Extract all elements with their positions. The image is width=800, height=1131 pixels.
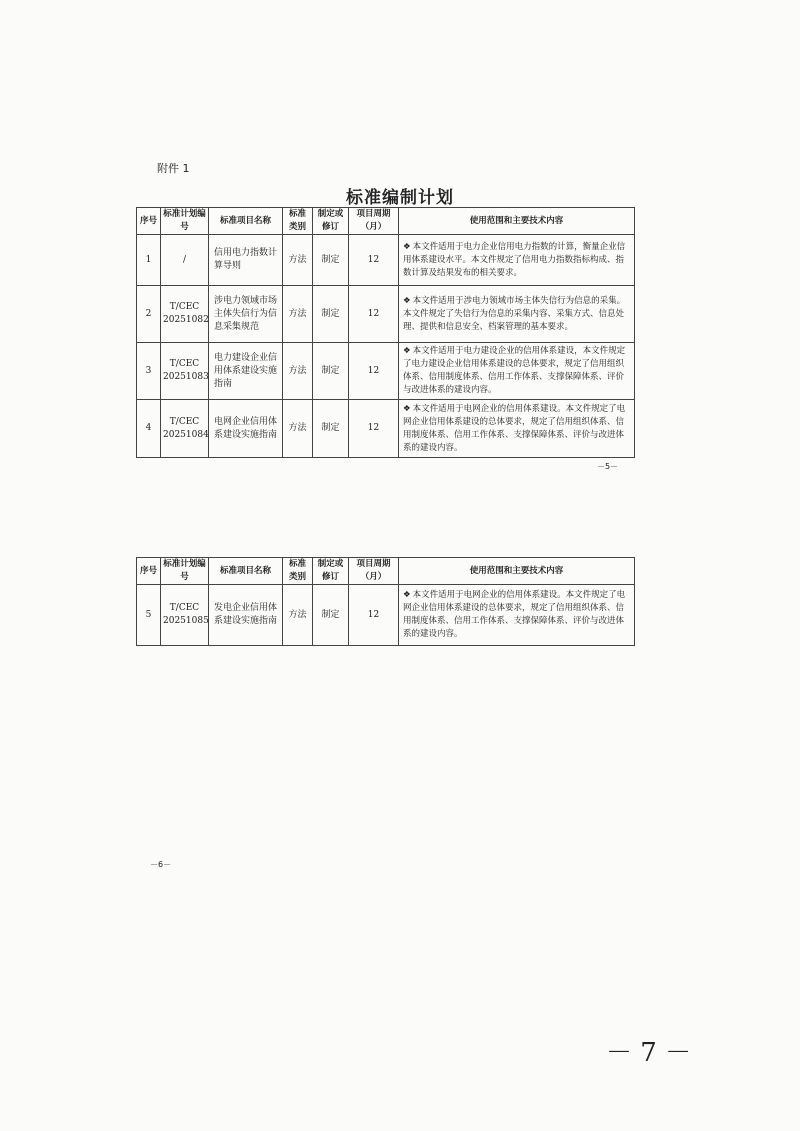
cell-scope xyxy=(399,585,635,646)
cell-name: 发电企业信用体系建设实施指南 xyxy=(209,585,283,646)
cell-category: 方法 xyxy=(283,400,313,458)
header-period: 项目周期（月） xyxy=(349,558,399,585)
header-scope: 使用范围和主要技术内容 xyxy=(399,558,635,585)
cell-type: 制定 xyxy=(313,400,349,458)
header-no: 序号 xyxy=(137,208,161,235)
cell-category: 方法 xyxy=(283,235,313,286)
cell-type: 制定 xyxy=(313,286,349,343)
cell-category: 方法 xyxy=(283,585,313,646)
scope-text: 本文件适用于涉电力领域市场主体失信行为信息的采集。本文件规定了失信行为信息的采集内容、采集方式、信息处理、提供和信息安全、档案管理的基本要求。 xyxy=(403,295,626,332)
bullet-icon: ❖ xyxy=(403,590,411,600)
cell-scope xyxy=(399,400,635,458)
cell-category: 方法 xyxy=(283,286,313,343)
cell-period: 12 xyxy=(349,235,399,286)
cell-type: 制定 xyxy=(313,235,349,286)
document-title: 标准编制计划 xyxy=(346,188,454,208)
cell-type: 制定 xyxy=(313,343,349,400)
header-name: 标准项目名称 xyxy=(209,208,283,235)
cell-scope xyxy=(399,343,635,400)
header-category: 标准类别 xyxy=(283,208,313,235)
header-scope: 使用范围和主要技术内容 xyxy=(399,208,635,235)
cell-name: 电网企业信用体系建设实施指南 xyxy=(209,400,283,458)
header-type: 制定或修订 xyxy=(313,208,349,235)
bullet-icon: ❖ xyxy=(403,403,411,414)
cell-category: 方法 xyxy=(283,343,313,400)
table-header-row xyxy=(137,558,635,585)
cell-period: 12 xyxy=(349,343,399,400)
header-no: 序号 xyxy=(137,558,161,585)
table-row xyxy=(137,400,635,458)
cell-code: T/CEC 20251084 xyxy=(161,400,209,458)
cell-scope xyxy=(399,235,635,286)
table-row xyxy=(137,235,635,286)
bullet-icon: ❖ xyxy=(403,295,411,306)
cell-no: 3 xyxy=(137,343,161,400)
cell-code: T/CEC 20251082 xyxy=(161,286,209,343)
bullet-icon: ❖ xyxy=(403,346,411,356)
cell-no: 5 xyxy=(137,585,161,646)
cell-scope xyxy=(399,286,635,343)
page-mark-5: －5－ xyxy=(597,462,619,471)
scope-text: 本文件适用于电力建设企业的信用体系建设，本文件规定了电力建设企业信用体系建设的总体要求，规定了信用组织体系、信用制度体系、信用工作体系、支撑保障体系、评价与改进体系的建设内容。 xyxy=(403,346,626,395)
cell-name: 信用电力指数计算导则 xyxy=(209,235,283,286)
header-code: 标准计划编号 xyxy=(161,558,209,585)
cell-period: 12 xyxy=(349,286,399,343)
cell-code: T/CEC 20251083 xyxy=(161,343,209,400)
cell-no: 4 xyxy=(137,400,161,458)
table-header-row xyxy=(137,208,635,235)
header-type: 制定或修订 xyxy=(313,558,349,585)
table-row xyxy=(137,585,635,646)
scope-text: 本文件适用于电力企业信用电力指数的计算，衡量企业信用体系建设水平。本文件规定了信用电力指数指标构成、指数计算及结果发布的相关要求。 xyxy=(403,241,626,278)
cell-period: 12 xyxy=(349,585,399,646)
table-row xyxy=(137,286,635,343)
header-name: 标准项目名称 xyxy=(209,558,283,585)
cell-no: 1 xyxy=(137,235,161,286)
cell-period: 12 xyxy=(349,400,399,458)
cell-name: 涉电力领域市场主体失信行为信息采集规范 xyxy=(209,286,283,343)
cell-code: / xyxy=(161,235,209,286)
table-row xyxy=(137,343,635,400)
header-category: 标准类别 xyxy=(283,558,313,585)
page-mark-6: －6－ xyxy=(150,860,172,869)
attachment-label: 附件 1 xyxy=(157,162,190,175)
page-number: － 7 － xyxy=(606,1038,692,1068)
bullet-icon: ❖ xyxy=(403,241,411,252)
cell-name: 电力建设企业信用体系建设实施指南 xyxy=(209,343,283,400)
header-code: 标准计划编号 xyxy=(161,208,209,235)
scope-text: 本文件适用于电网企业的信用体系建设。本文件规定了电网企业信用体系建设的总体要求，规定了信用组织体系、信用制度体系、信用工作体系、支撑保障体系、评价与改进体系的建设内容。 xyxy=(403,590,626,639)
plan-table-part-2 xyxy=(136,557,635,646)
cell-code: T/CEC 20251085 xyxy=(161,585,209,646)
cell-type: 制定 xyxy=(313,585,349,646)
cell-no: 2 xyxy=(137,286,161,343)
header-period: 项目周期（月） xyxy=(349,208,399,235)
plan-table-part-1 xyxy=(136,207,635,458)
scope-text: 本文件适用于电网企业的信用体系建设。本文件规定了电网企业信用体系建设的总体要求，规定了信用组织体系、信用制度体系、信用工作体系、支撑保障体系、评价与改进体系的建设内容。 xyxy=(403,403,626,453)
